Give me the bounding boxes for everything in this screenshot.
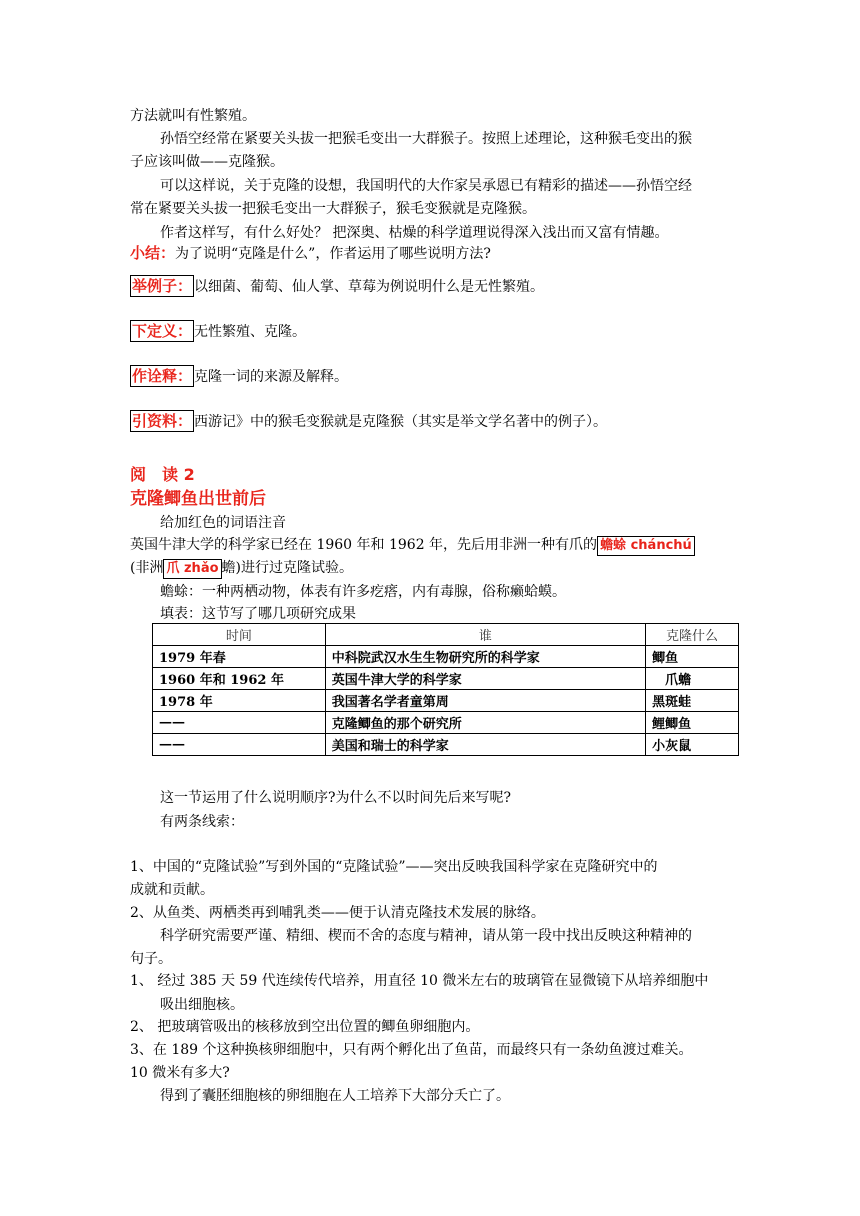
pinyin-word-zhao: 爪 zhǎo [163, 559, 221, 579]
reading-title: 克隆鲫鱼出世前后 [130, 489, 266, 509]
method-text: 以细菌、葡萄、仙人掌、草莓为例说明什么是无性繁殖。 [194, 279, 545, 295]
paragraph-line: 可以这样说，关于克隆的设想，我国明代的大作家吴承恩已有精彩的描述——孙悟空经 [160, 178, 692, 194]
answer-line: 得到了囊胚细胞核的卵细胞在人工培养下大部分夭亡了。 [160, 1088, 510, 1104]
table-cell: 克隆鲫鱼的那个研究所 [325, 712, 645, 734]
table-cell: —— [153, 734, 326, 756]
answer-line: 吸出细胞核。 [160, 997, 244, 1013]
method-text: 无性繁殖、克隆。 [194, 324, 307, 340]
table-cell: 1960 年和 1962 年 [153, 668, 326, 690]
method-tag: 下定义： [132, 322, 193, 340]
answer-line: 2、从鱼类、两栖类再到哺乳类——便于认清克隆技术发展的脉络。 [130, 905, 545, 921]
definition-line: 蟾蜍：一种两栖动物，体表有许多疙瘩，内有毒腺，俗称癞蛤蟆。 [160, 584, 566, 600]
table-cell: —— [153, 712, 326, 734]
table-cell: 中科院武汉水生生物研究所的科学家 [325, 646, 645, 668]
table-cell: 1978 年 [153, 690, 326, 712]
column-header: 克隆什么 [646, 624, 739, 646]
paragraph-line: 作者这样写，有什么好处？ 把深奥、枯燥的科学道理说得深入浅出而又富有情趣。 [160, 225, 669, 241]
table-cell: 1979 年春 [153, 646, 326, 668]
table-cell: 我国著名学者童第周 [325, 690, 645, 712]
sentence-text: (非洲 [130, 560, 164, 576]
answer-line: 3、在 189 个这种换核卵细胞中，只有两个孵化出了鱼苗，而最终只有一条幼鱼渡过难关。 [130, 1042, 693, 1058]
question-line: 10 微米有多大? [130, 1065, 230, 1081]
table-row [153, 734, 739, 756]
table-header-row [153, 624, 739, 646]
summary-text: 为了说明“克隆是什么”，作者运用了哪些说明方法? [175, 246, 491, 262]
answer-line: 1、 经过 385 天 59 代连续传代培养，用直径 10 微米左右的玻璃管在显微镜下从培养细胞中 [130, 973, 709, 989]
table-cell: 爪蟾 [646, 668, 739, 690]
sentence-text: 蟾)进行过克隆试验。 [221, 560, 353, 576]
annotation-sentence [130, 558, 353, 579]
paragraph-line: 孙悟空经常在紧要关头拔一把猴毛变出一大群猴子。按照上述理论，这种猴毛变出的猴 [160, 131, 692, 147]
paragraph-line: 常在紧要关头拔一把猴毛变出一大群猴子，猴毛变猴就是克隆猴。 [130, 201, 536, 217]
summary-tag: 小结： [130, 244, 176, 262]
method-line [130, 365, 348, 387]
question-line: 句子。 [130, 951, 172, 967]
table-cell: 鲤鲫鱼 [646, 712, 739, 734]
question-line: 科学研究需要严谨、精细、楔而不舍的态度与精神，请从第一段中找出反映这种精神的 [160, 928, 692, 944]
method-tag: 引资料： [132, 412, 193, 430]
table-row [153, 668, 739, 690]
method-line [130, 275, 544, 297]
answer-line: 成就和贡献。 [130, 882, 214, 898]
paragraph-line: 子应该叫做——克隆猴。 [130, 154, 284, 170]
table-cell: 鲫鱼 [646, 646, 739, 668]
answer-line: 1、中国的“克隆试验”写到外国的“克隆试验”——突出反映我国科学家在克隆研究中的 [130, 859, 658, 875]
fill-table-prompt: 填表：这节写了哪几项研究成果 [160, 606, 356, 622]
method-text: 克隆一词的来源及解释。 [194, 369, 349, 385]
summary-line [130, 243, 491, 264]
method-tag: 举例子： [132, 277, 193, 295]
column-header: 时间 [153, 624, 326, 646]
research-results-table [152, 623, 739, 756]
question-line: 有两条线索： [160, 814, 244, 830]
method-text: 西游记》中的猴毛变猴就是克隆猴（其实是举文学名著中的例子）。 [194, 414, 608, 430]
column-header: 谁 [325, 624, 645, 646]
reading-label: 阅 读 2 [130, 465, 195, 484]
table-cell: 美国和瑞士的科学家 [325, 734, 645, 756]
table-row [153, 690, 739, 712]
sentence-text: 英国牛津大学的科学家已经在 1960 年和 1962 年，先后用非洲一种有爪的 [130, 537, 598, 553]
paragraph-line: 方法就叫有性繁殖。 [130, 108, 256, 124]
table-cell: 黑斑蛙 [646, 690, 739, 712]
method-line [130, 410, 607, 432]
table-row [153, 646, 739, 668]
pinyin-word-chanchu: 蟾蜍 chánchú [597, 536, 695, 556]
table-cell: 英国牛津大学的科学家 [325, 668, 645, 690]
method-tag: 作诠释： [132, 367, 193, 385]
table-row [153, 712, 739, 734]
annotation-sentence [130, 535, 695, 556]
answer-line: 2、 把玻璃管吸出的核移放到空出位置的鲫鱼卵细胞内。 [130, 1019, 480, 1035]
table-cell: 小灰鼠 [646, 734, 739, 756]
annotation-intro: 给加红色的词语注音 [160, 515, 286, 531]
question-line: 这一节运用了什么说明顺序?为什么不以时间先后来写呢? [160, 790, 512, 806]
method-line [130, 320, 306, 342]
